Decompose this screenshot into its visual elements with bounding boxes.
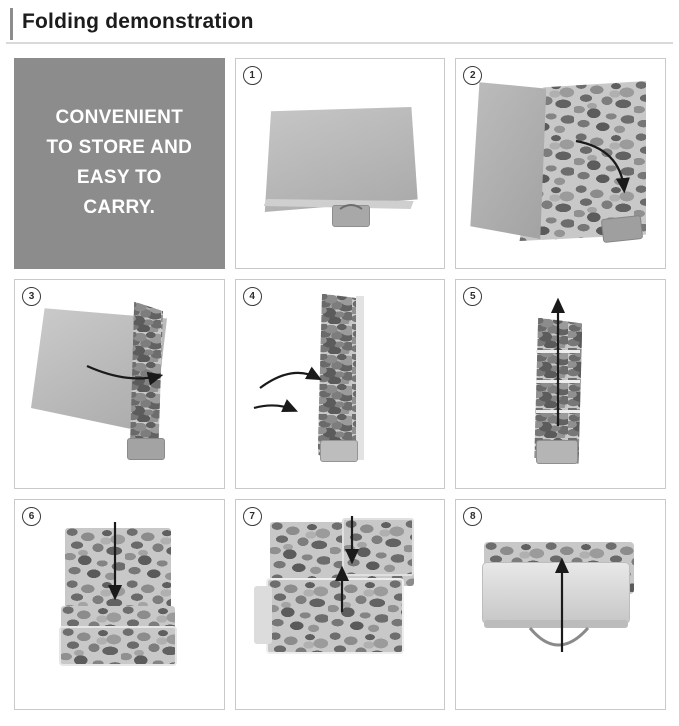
step-illustration-6: [15, 500, 224, 709]
step-badge-6: 6: [22, 507, 41, 526]
step-illustration-4: [236, 280, 445, 489]
step-panel-7: [235, 499, 446, 710]
intro-text-block: [14, 58, 225, 269]
carry-handle-and-arrow: [456, 500, 665, 709]
step-badge-8: 8: [463, 507, 482, 526]
step-panel-2: [455, 58, 666, 269]
header-divider: [6, 42, 673, 44]
step-illustration-5: [456, 280, 665, 489]
step-badge-5: 5: [463, 287, 482, 306]
step-illustration-7: [236, 500, 445, 709]
step-panel-5: [455, 279, 666, 490]
fold-arrow: [456, 59, 665, 268]
intro-line-3: EASY TO: [76, 167, 162, 189]
step-badge-7: 7: [243, 507, 262, 526]
roll-up-arrow: [456, 280, 665, 489]
step-badge-3: 3: [22, 287, 41, 306]
step-badge-1: 1: [243, 66, 262, 85]
steps-grid: [14, 58, 666, 710]
step-illustration-1: [236, 59, 445, 268]
step-panel-4: [235, 279, 446, 490]
step-panel-6: [14, 499, 225, 710]
step-badge-2: 2: [463, 66, 482, 85]
step-illustration-2: [456, 59, 665, 268]
step-panel-1: [235, 58, 446, 269]
intro-line-1: CONVENIENT: [55, 107, 184, 129]
intro-panel: [14, 58, 225, 269]
tuck-arrow: [236, 500, 445, 709]
page-title: Folding demonstration: [22, 10, 254, 33]
step-badge-4: 4: [243, 287, 262, 306]
step-illustration-8: [456, 500, 665, 709]
pouch-handle: [236, 59, 445, 268]
step-panel-8: [455, 499, 666, 710]
fold-arrow: [15, 280, 224, 489]
intro-line-2: TO STORE AND: [46, 137, 193, 159]
header: [6, 4, 673, 46]
header-accent-bar: [10, 8, 13, 40]
fold-arrows: [236, 280, 445, 489]
step-illustration-3: [15, 280, 224, 489]
insert-arrow: [15, 500, 224, 709]
intro-line-4: CARRY.: [83, 197, 156, 219]
step-panel-3: [14, 279, 225, 490]
